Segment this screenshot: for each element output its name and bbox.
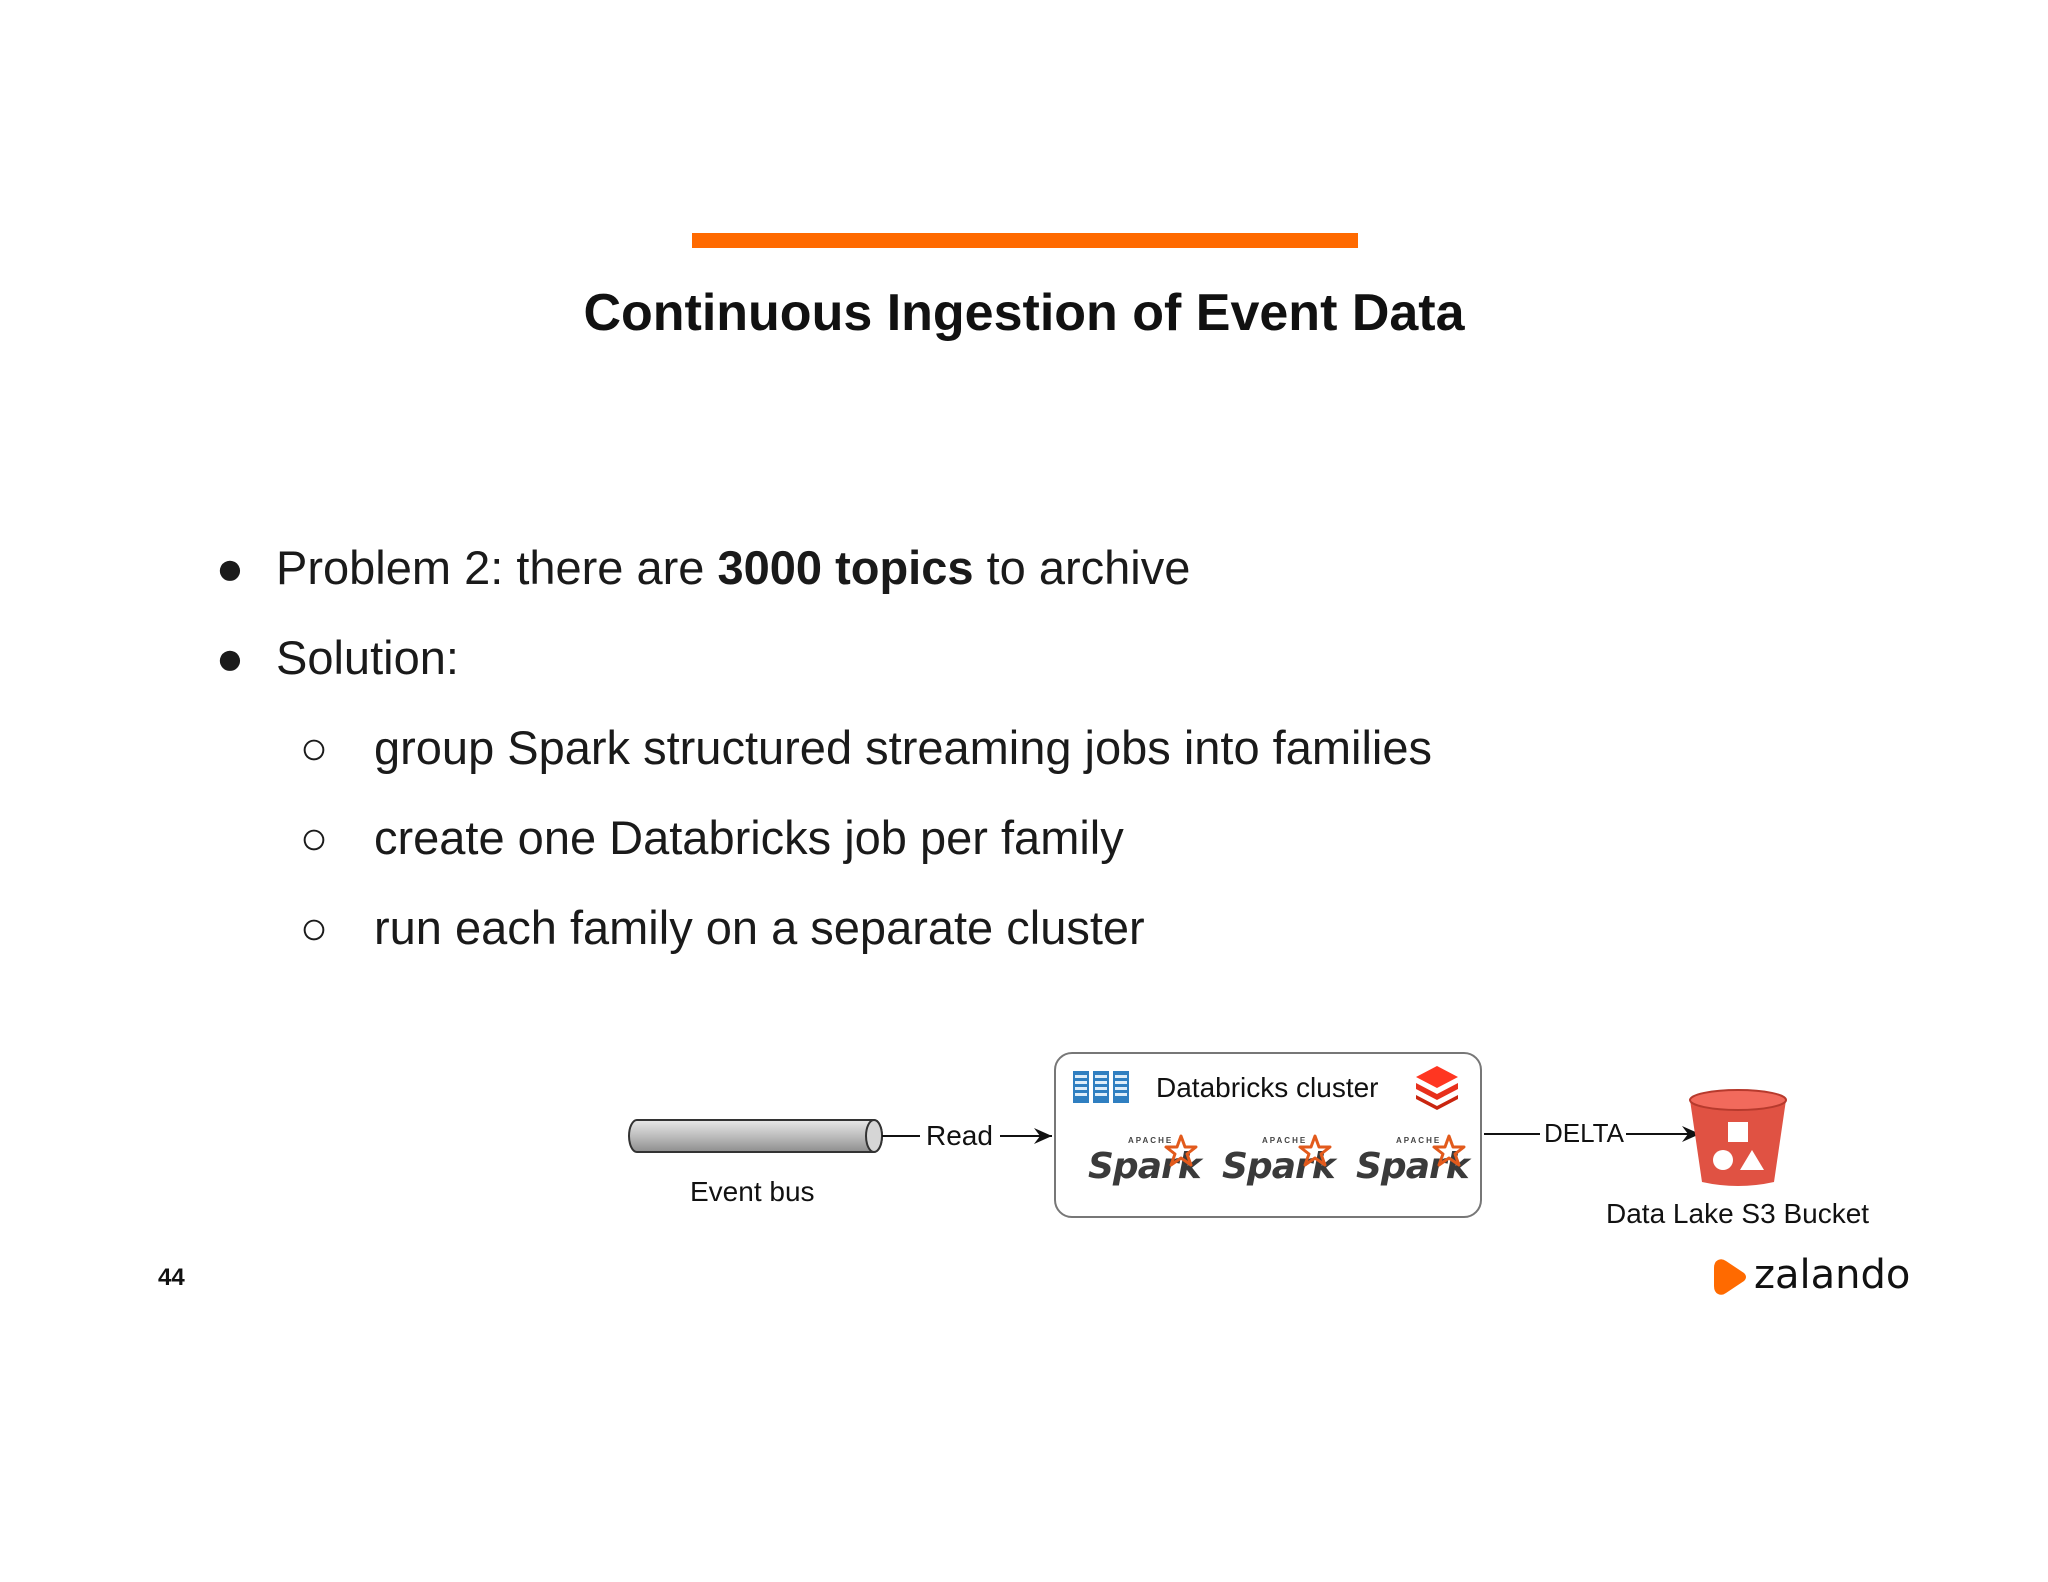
sub-bullet-text: run each family on a separate cluster bbox=[374, 901, 1145, 954]
bullet-text-part: Problem 2: there are bbox=[276, 541, 718, 594]
spark-apache-text: APACHE bbox=[1128, 1136, 1174, 1145]
slide-title: Continuous Ingestion of Event Data bbox=[583, 284, 1465, 342]
delta-label: DELTA bbox=[1544, 1118, 1624, 1148]
s3-bucket-icon bbox=[1686, 1086, 1790, 1188]
event-bus-label: Event bus bbox=[690, 1176, 815, 1207]
spark-word: Spark bbox=[1356, 1146, 1469, 1187]
zalando-logo-text: zalando bbox=[1754, 1252, 1911, 1298]
bullet-text: Solution: bbox=[276, 631, 459, 684]
bullet-marker: ● bbox=[215, 631, 245, 684]
zalando-logo bbox=[1710, 1252, 1911, 1302]
bullet-text-bold: 3000 topics bbox=[717, 541, 974, 594]
sub-bullet-marker: ○ bbox=[299, 811, 329, 864]
read-label: Read bbox=[926, 1120, 993, 1151]
sub-bullet-text: group Spark structured streaming jobs into families bbox=[374, 721, 1432, 774]
spark-word: Spark bbox=[1088, 1146, 1201, 1187]
databricks-cluster-box bbox=[1054, 1052, 1482, 1218]
zalando-play-icon bbox=[1710, 1256, 1750, 1298]
databricks-cluster-label: Databricks cluster bbox=[1156, 1072, 1379, 1103]
spark-star-icon bbox=[1164, 1134, 1198, 1168]
spark-star-icon bbox=[1298, 1134, 1332, 1168]
spark-word: Spark bbox=[1222, 1146, 1335, 1187]
spark-logo bbox=[1088, 1134, 1208, 1194]
spark-logo bbox=[1222, 1134, 1342, 1194]
spark-star-icon bbox=[1432, 1134, 1466, 1168]
server-rack-icon bbox=[1072, 1070, 1130, 1104]
sub-bullet-marker: ○ bbox=[299, 901, 329, 954]
bullet-text-part: to archive bbox=[973, 541, 1191, 594]
spark-apache-text: APACHE bbox=[1262, 1136, 1308, 1145]
s3-bucket-label: Data Lake S3 Bucket bbox=[1606, 1198, 1870, 1229]
sub-bullet-marker: ○ bbox=[299, 721, 329, 774]
page-number: 44 bbox=[158, 1264, 185, 1291]
sub-bullet-text: create one Databricks job per family bbox=[374, 811, 1124, 864]
spark-apache-text: APACHE bbox=[1396, 1136, 1442, 1145]
bullet-marker: ● bbox=[215, 541, 245, 594]
spark-logo bbox=[1356, 1134, 1476, 1194]
databricks-logo-icon bbox=[1412, 1062, 1462, 1112]
event-bus-pipe bbox=[629, 1120, 882, 1152]
